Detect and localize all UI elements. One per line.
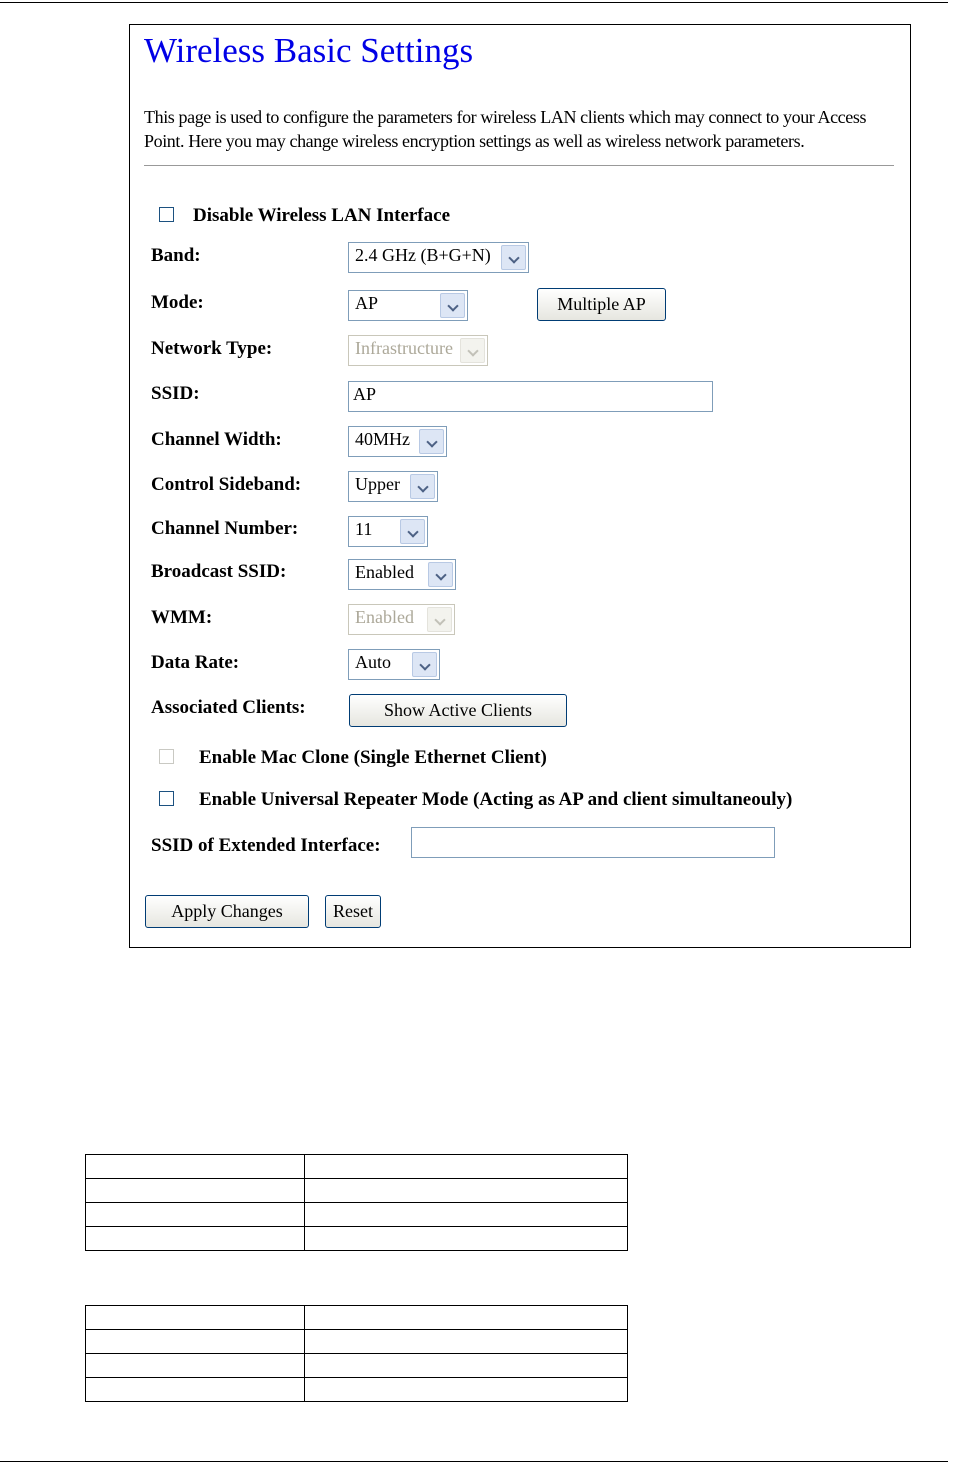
chevron-down-icon bbox=[412, 652, 437, 677]
mode-value: AP bbox=[355, 293, 379, 313]
broadcast-ssid-label: Broadcast SSID: bbox=[151, 561, 287, 582]
apply-changes-button[interactable]: Apply Changes bbox=[145, 895, 309, 928]
universal-repeater-label: Enable Universal Repeater Mode (Acting as AP and client simultaneouly) bbox=[199, 789, 793, 810]
broadcast-ssid-value: Enabled bbox=[355, 562, 414, 582]
table-row bbox=[86, 1354, 628, 1378]
extended-ssid-label: SSID of Extended Interface: bbox=[151, 835, 381, 856]
channel-width-label: Channel Width: bbox=[151, 429, 282, 450]
ssid-value: AP bbox=[353, 384, 377, 404]
chevron-down-icon bbox=[460, 338, 485, 363]
multiple-ap-button[interactable]: Multiple AP bbox=[537, 288, 666, 321]
chevron-down-icon bbox=[400, 519, 425, 544]
control-sideband-value: Upper bbox=[355, 474, 400, 494]
chevron-down-icon bbox=[440, 293, 465, 318]
table-row bbox=[86, 1155, 628, 1179]
mac-clone-label: Enable Mac Clone (Single Ethernet Client) bbox=[199, 747, 547, 768]
disable-wireless-label: Disable Wireless LAN Interface bbox=[193, 205, 451, 226]
page-description: This page is used to configure the parameters for wireless LAN clients which may connect to your Access Point. Here you may change wireless encryption settings as well as wireless network parameters. bbox=[144, 107, 867, 151]
wmm-label: WMM: bbox=[151, 607, 213, 628]
broadcast-ssid-select[interactable] bbox=[348, 559, 456, 590]
data-rate-select[interactable] bbox=[348, 649, 440, 680]
blank-table-1 bbox=[85, 1154, 628, 1251]
chevron-down-icon bbox=[428, 562, 453, 587]
table-row bbox=[86, 1203, 628, 1227]
divider bbox=[144, 165, 894, 166]
data-rate-value: Auto bbox=[355, 652, 391, 672]
channel-number-label: Channel Number: bbox=[151, 518, 299, 539]
ssid-label: SSID: bbox=[151, 383, 200, 404]
channel-width-select[interactable] bbox=[348, 426, 447, 457]
mode-select[interactable] bbox=[348, 290, 468, 321]
mode-label: Mode: bbox=[151, 292, 204, 313]
channel-width-value: 40MHz bbox=[355, 429, 410, 449]
channel-number-select[interactable] bbox=[348, 516, 428, 547]
table-row bbox=[86, 1378, 628, 1402]
data-rate-label: Data Rate: bbox=[151, 652, 240, 673]
channel-number-value: 11 bbox=[355, 519, 373, 539]
show-active-clients-button[interactable]: Show Active Clients bbox=[349, 694, 567, 727]
chevron-down-icon bbox=[427, 607, 452, 632]
band-value: 2.4 GHz (B+G+N) bbox=[355, 245, 491, 265]
chevron-down-icon bbox=[419, 429, 444, 454]
chevron-down-icon bbox=[410, 474, 435, 499]
control-sideband-select[interactable] bbox=[348, 471, 438, 502]
ssid-input[interactable] bbox=[348, 381, 713, 412]
page-title: Wireless Basic Settings bbox=[144, 31, 474, 70]
band-select[interactable] bbox=[348, 242, 529, 273]
top-rule bbox=[0, 2, 948, 3]
settings-panel bbox=[129, 24, 911, 948]
control-sideband-label: Control Sideband: bbox=[151, 474, 302, 495]
mac-clone-checkbox bbox=[159, 749, 174, 764]
chevron-down-icon bbox=[501, 245, 526, 270]
table-row bbox=[86, 1179, 628, 1203]
table-row bbox=[86, 1306, 628, 1330]
wmm-select bbox=[348, 604, 455, 635]
network-type-select bbox=[348, 335, 488, 366]
wmm-value: Enabled bbox=[355, 607, 414, 627]
network-type-label: Network Type: bbox=[151, 338, 273, 359]
table-row bbox=[86, 1227, 628, 1251]
band-label: Band: bbox=[151, 245, 201, 266]
reset-button[interactable]: Reset bbox=[325, 895, 381, 928]
table-row bbox=[86, 1330, 628, 1354]
disable-wireless-checkbox[interactable] bbox=[159, 207, 174, 222]
bottom-rule bbox=[0, 1461, 948, 1462]
blank-table-2 bbox=[85, 1305, 628, 1402]
associated-clients-label: Associated Clients: bbox=[151, 697, 306, 718]
universal-repeater-checkbox[interactable] bbox=[159, 791, 174, 806]
network-type-value: Infrastructure bbox=[355, 338, 453, 358]
extended-ssid-input[interactable] bbox=[411, 827, 775, 858]
